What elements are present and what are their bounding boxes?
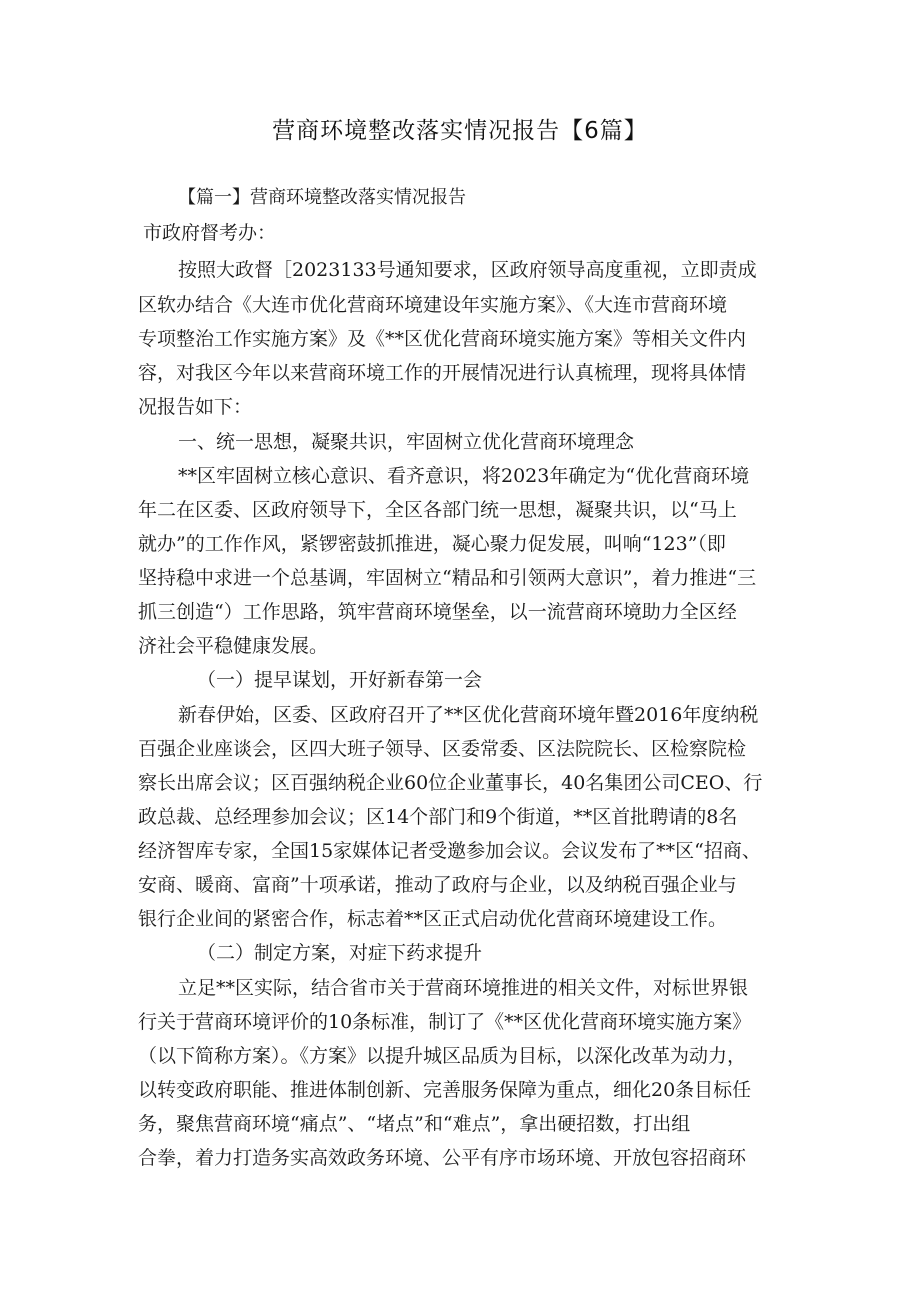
paragraph-line: 立足**区实际，结合省市关于营商环境推进的相关文件，对标世界银 [178,977,749,999]
paragraph-line: 新春伊始，区委、区政府召开了**区优化营商环境年暨2016年度纳税 [178,704,759,726]
paragraph-line: 济社会平稳健康发展。 [138,635,329,657]
document-title: 营商环境整改落实情况报告【6篇】 [272,118,648,144]
paragraph-line: 察长出席会议；区百强纳税企业60位企业董事长，40名集团公司CEO、行 [138,772,763,794]
sub2-heading: （二）制定方案，对症下药求提升 [197,942,483,964]
paragraph-line: 抓三创造“）工作思路，筑牢营商环境堡垒，以一流营商环境助力全区经 [138,601,737,623]
paragraph-line: 行关于营商环境评价的10条标准，制订了《**区优化营商环境实施方案》 [138,1011,752,1033]
paragraph-line: 经济智库专家，全国15家媒体记者受邀参加会议。会议发布了**区“招商、 [138,840,761,862]
paragraph-line: 坚持稳中求进一个总基调，牢固树立“精品和引领两大意识”，着力推进“三 [138,567,757,589]
paragraph-line: 合拳，着力打造务实高效政务环境、公平有序市场环境、开放包容招商环 [138,1147,747,1169]
paragraph-line: （以下简称方案）。《方案》以提升城区品质为目标，以深化改革为动力， [138,1045,747,1067]
paragraph-line: **区牢固树立核心意识、看齐意识，将2023年确定为“优化营商环境 [178,465,750,487]
paragraph-line: 况报告如下： [138,396,253,418]
paragraph-line: 按照大政督［2023133号通知要求，区政府领导高度重视，立即责成 [178,259,757,281]
paragraph-line: 容，对我区今年以来营商环境工作的开展情况进行认真梳理，现将具体情 [138,362,747,384]
part1-heading: 一、统一思想，凝聚共识，牢固树立优化营商环境理念 [178,431,635,453]
paragraph-line: 务，聚焦营商环境“痛点”、“堵点”和“难点”，拿出硬招数，打出组 [138,1113,691,1135]
section-heading: 【篇一】营商环境整改落实情况报告 [178,187,466,208]
paragraph-line: 区软办结合《大连市优化营商环境建设年实施方案》、《大连市营商环境 [138,294,728,316]
paragraph-line: 就办”的工作作风，紧锣密鼓抓推进，凝心聚力促发展，叫响“123”（即 [138,533,726,555]
paragraph-line: 年二在区委、区政府领导下，全区各部门统一思想，凝聚共识，以“马上 [138,499,737,521]
paragraph-line: 专项整治工作实施方案》及《**区优化营商环境实施方案》等相关文件内 [138,328,747,350]
paragraph-line: 政总裁、总经理参加会议；区14个部门和9个街道，**区首批聘请的8名 [138,806,738,828]
paragraph-line: 安商、暖商、富商”十项承诺，推动了政府与企业，以及纳税百强企业与 [138,874,737,896]
sub1-heading: （一）提早谋划，开好新春第一会 [197,669,483,691]
paragraph-line: 百强企业座谈会，区四大班子领导、区委常委、区法院院长、区检察院检 [138,738,747,760]
paragraph-line: 以转变政府职能、推进体制创新、完善服务保障为重点，细化20条目标任 [138,1079,752,1101]
paragraph-line: 银行企业间的紧密合作，标志着**区正式启动优化营商环境建设工作。 [138,908,728,930]
salutation: 市政府督考办： [143,222,277,244]
